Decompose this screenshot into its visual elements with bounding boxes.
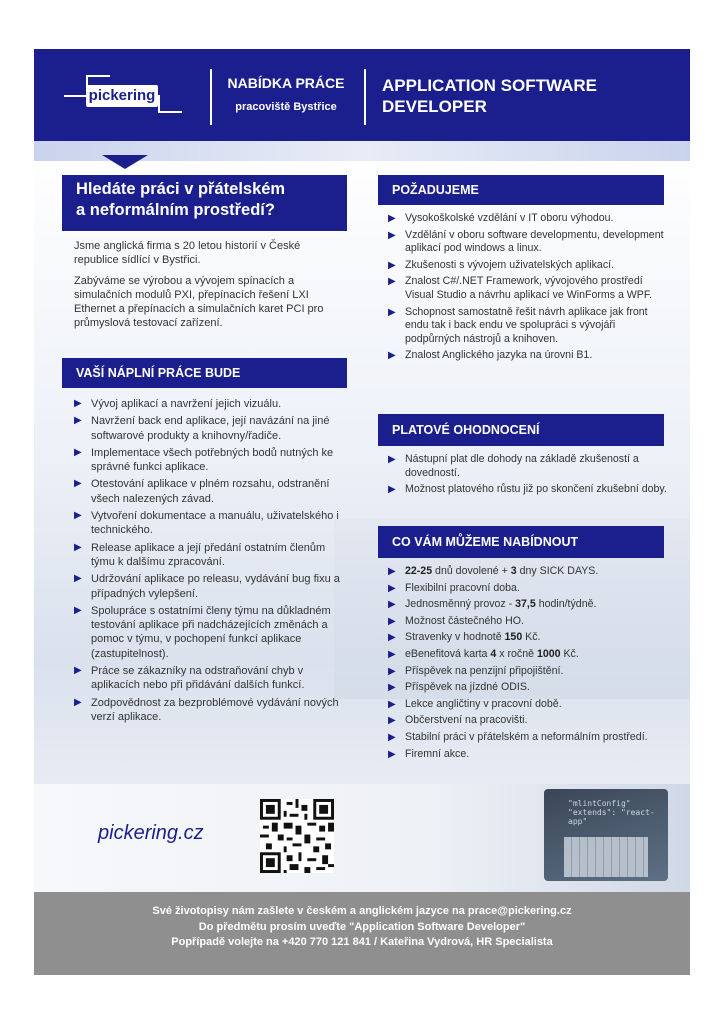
header-pointer: [102, 155, 148, 169]
list-item: ▶ Vysokoškolské vzdělání v IT oboru výhodou.: [388, 212, 670, 226]
intro-headline: Hledáte práci v přátelském a neformálním prostředí?: [62, 175, 347, 231]
header-band: [34, 49, 690, 155]
list-item: ▶ Stabilní práci v přátelském a neformálním prostředí.: [388, 731, 670, 745]
list-item: ▶ Možnost částečného HO.: [388, 615, 670, 629]
job-flyer: [34, 49, 690, 975]
list-item: ▶ Zodpovědnost za bezproblémové vydávání nových verzí aplikace.: [74, 696, 346, 725]
list-item: ▶ 22-25 dnů dovolené + 3 dny SICK DAYS.: [388, 565, 670, 579]
list-item: ▶ Vývoj aplikací a navržení jejich vizuálu.: [74, 397, 346, 411]
list-item: ▶ Příspěvek na jízdné ODIS.: [388, 681, 670, 695]
list-item: ▶ Nástupní plat dle dohody na základě zkušeností a dovedností.: [388, 453, 670, 480]
contact-line: Své životopisy nám zašlete v českém a anglickém jazyce na prace@pickering.cz: [152, 905, 572, 917]
keyboard: [564, 837, 648, 877]
qr-code: [260, 799, 334, 873]
salary-title: PLATOVÉ OHODNOCENÍ: [378, 414, 664, 446]
list-item: ▶ Flexibilní pracovní doba.: [388, 582, 670, 596]
list-item: ▶ Práce se zákazníky na odstraňování chyb v aplikacích nebo při přidávání dalších funkcí.: [74, 664, 346, 693]
laptop-photo: [544, 789, 668, 881]
offer-title: NABÍDKA PRÁCE: [227, 75, 345, 91]
offer-location: pracoviště Bystřice: [235, 101, 337, 113]
list-item: ▶ Zkušenosti s vývojem uživatelských aplikací.: [388, 259, 670, 273]
duties-title: VAŠÍ NÁPLNÍ PRÁCE BUDE: [62, 358, 347, 388]
laptop-screen-code: "mlintConfig" "extends": "react-app": [568, 799, 655, 826]
salary-list: [388, 453, 670, 500]
contact-footer: [34, 892, 690, 975]
contact-line: Do předmětu prosím uveďte "Application Software Developer": [198, 920, 526, 933]
list-item: ▶ Příspěvek na penzijní připojištění.: [388, 665, 670, 679]
requirements-list: [388, 212, 670, 366]
list-item: ▶ Znalost Anglického jazyka na úrovni B1.: [388, 349, 670, 363]
list-item: ▶ Občerstvení na pracovišti.: [388, 714, 670, 728]
list-item: ▶ eBenefitová karta 4 x ročně 1000 Kč.: [388, 648, 670, 662]
offer-list: [388, 565, 670, 764]
list-item: ▶ Vzdělání v oboru software developmentu, development aplikací pod windows a linux.: [388, 229, 670, 256]
job-title: APPLICATION SOFTWARE DEVELOPER: [382, 76, 598, 116]
list-item: ▶ Release aplikace a její předání ostatním členům týmu k dalšímu zpracování.: [74, 541, 346, 570]
contact-line: Popřípadě volejte na +420 770 121 841 / Kateřina Vydrová, HR Specialista: [171, 936, 553, 948]
list-item: ▶ Firemní akce.: [388, 748, 670, 762]
divider: [210, 69, 212, 125]
list-item: ▶ Spolupráce s ostatními členy týmu na důkladném testování aplikace při nadcházejících změnách a pomoc v týmu, v pochopení funkcí aplikace (zastupitelnost).: [74, 604, 346, 661]
website-link[interactable]: pickering.cz: [98, 822, 204, 844]
list-item: ▶ Schopnost samostatně řešit návrh aplikace jak front endu tak i back endu ve spolupráci s vývojáři podpůrných nástrojů a knihoven.: [388, 306, 670, 347]
list-item: ▶ Znalost C#/.NET Framework, vývojového prostředí Visual Studio a návrhu aplikací ve WinForms a WPF.: [388, 275, 670, 302]
list-item: ▶ Udržování aplikace po releasu, vydávání bug fixu a případných vylepšení.: [74, 572, 346, 601]
duties-list: [74, 397, 346, 727]
list-item: ▶ Možnost platového růstu již po skončení zkušební doby.: [388, 483, 670, 497]
intro-paragraph: Jsme anglická firma s 20 letou historií v České republice sídlící v Bystřici.: [74, 240, 301, 267]
list-item: ▶ Lekce angličtiny v pracovní době.: [388, 698, 670, 712]
requirements-title: POŽADUJEME: [378, 175, 664, 205]
phone-number[interactable]: +420 770 121 841: [281, 936, 371, 948]
list-item: ▶ Implementace všech potřebných bodů nutných ke správné funkci aplikace.: [74, 446, 346, 475]
list-item: ▶ Navržení back end aplikace, její navázání na jiné softwarové produkty a knihovny/řadiče.: [74, 414, 346, 443]
list-item: ▶ Otestování aplikace v plném rozsahu, odstranění všech nalezených závad.: [74, 477, 346, 506]
offer-title: CO VÁM MŮŽEME NABÍDNOUT: [378, 526, 664, 558]
email-link[interactable]: prace@pickering.cz: [467, 905, 572, 917]
logo-text: pickering: [86, 85, 158, 107]
list-item: ▶ Vytvoření dokumentace a manuálu, uživatelského i technického.: [74, 509, 346, 538]
intro-paragraph: Zabýváme se výrobou a vývojem spínacích a simulačních modulů PXI, přepínacích řešení LXI Ethernet a přepínacích a simulačních karet PCI pro průmyslová testovací zařízení.: [74, 274, 324, 330]
pickering-logo: [64, 75, 192, 115]
list-item: ▶ Jednosměnný provoz - 37,5 hodin/týdně.: [388, 598, 670, 612]
intro-text: [74, 239, 344, 337]
divider: [364, 69, 366, 125]
list-item: ▶ Stravenky v hodnotě 150 Kč.: [388, 631, 670, 645]
